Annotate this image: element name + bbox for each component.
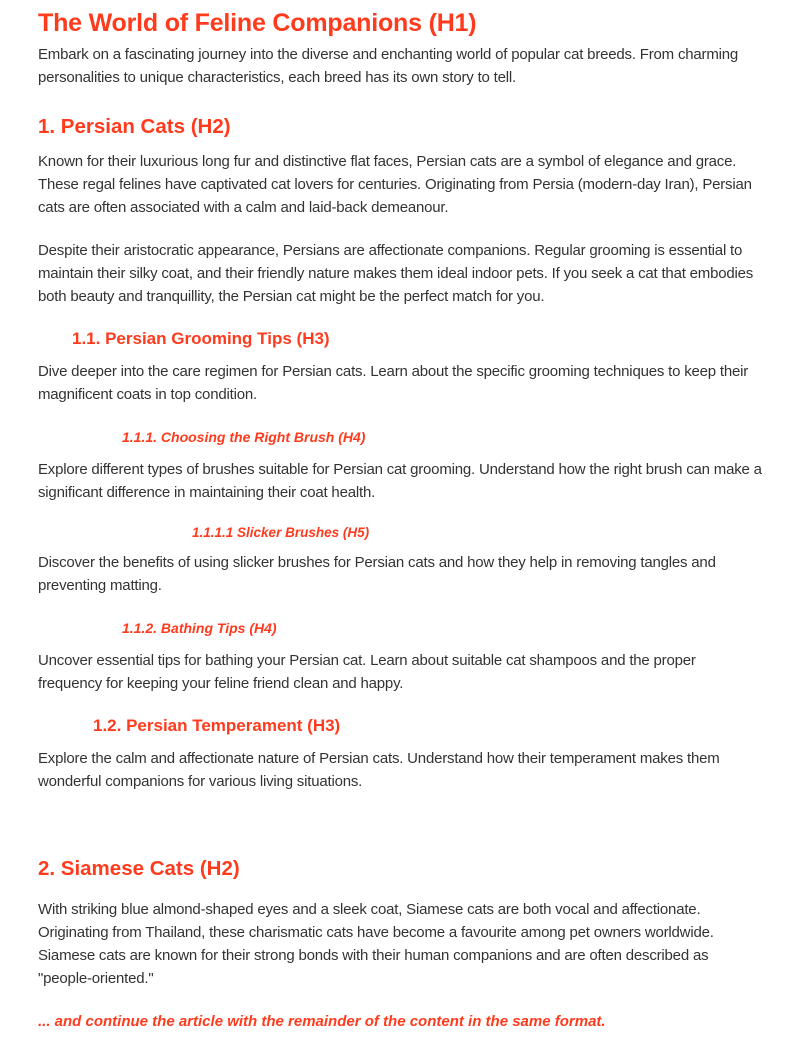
paragraph-temperament-nature: Explore the calm and affectionate nature of Persian cats. Understand how their temperament makes them wonderful companions for various living situations.	[38, 750, 720, 790]
paragraph-persian-overview: Known for their luxurious long fur and distinctive flat faces, Persian cats are a symbol of elegance and grace. These regal felines have captivated cat lovers for centuries. Originating from Persia (modern-day Iran), Persian cats are often associated with a calm and laid-back demeanour.	[38, 153, 752, 216]
heading-persian-cats: 1. Persian Cats (H2)	[38, 115, 231, 138]
heading-choosing-right-brush: 1.1.1. Choosing the Right Brush (H4)	[122, 429, 366, 445]
paragraph-grooming-care: Dive deeper into the care regimen for Persian cats. Learn about the specific grooming techniques to keep their magnificent coats in top condition.	[38, 363, 749, 403]
paragraph-bathing-essentials: Uncover essential tips for bathing your Persian cat. Learn about suitable cat shampoos and the proper frequency for keeping your feline friend clean and happy.	[38, 652, 696, 692]
paragraph-brush-types: Explore different types of brushes suitable for Persian cat grooming. Understand how the right brush can make a significant difference in maintaining their coat health.	[38, 461, 762, 501]
heading-persian-grooming-tips: 1.1. Persian Grooming Tips (H3)	[72, 329, 330, 348]
article-title: The World of Feline Companions (H1)	[38, 9, 477, 37]
paragraph-persian-companions: Despite their aristocratic appearance, Persians are affectionate companions. Regular grooming is essential to maintain their silky coat, and their friendly nature makes them ideal indoor pets. If you seek a cat that embodies both beauty and tranquillity, the Persian cat might be the perfect match for you.	[38, 242, 754, 305]
continuation-note: ... and continue the article with the remainder of the content in the same format.	[38, 1013, 606, 1030]
intro-paragraph: Embark on a fascinating journey into the diverse and enchanting world of popular cat breeds. From charming personalities to unique characteristics, each breed has its own story to tell.	[38, 46, 739, 86]
paragraph-slicker-benefits: Discover the benefits of using slicker brushes for Persian cats and how they help in removing tangles and preventing matting.	[38, 554, 716, 594]
heading-siamese-cats: 2. Siamese Cats (H2)	[38, 857, 240, 880]
heading-bathing-tips: 1.1.2. Bathing Tips (H4)	[122, 620, 277, 636]
heading-slicker-brushes: 1.1.1.1 Slicker Brushes (H5)	[192, 525, 370, 540]
heading-persian-temperament: 1.2. Persian Temperament (H3)	[93, 716, 341, 735]
paragraph-siamese-overview: With striking blue almond-shaped eyes and a sleek coat, Siamese cats are both vocal and affectionate. Originating from Thailand, these charismatic cats have become a favourite among pet owners worldwide. Siamese cats are known for their strong bonds with their human companions and are often described as "people-oriented."	[38, 901, 714, 987]
